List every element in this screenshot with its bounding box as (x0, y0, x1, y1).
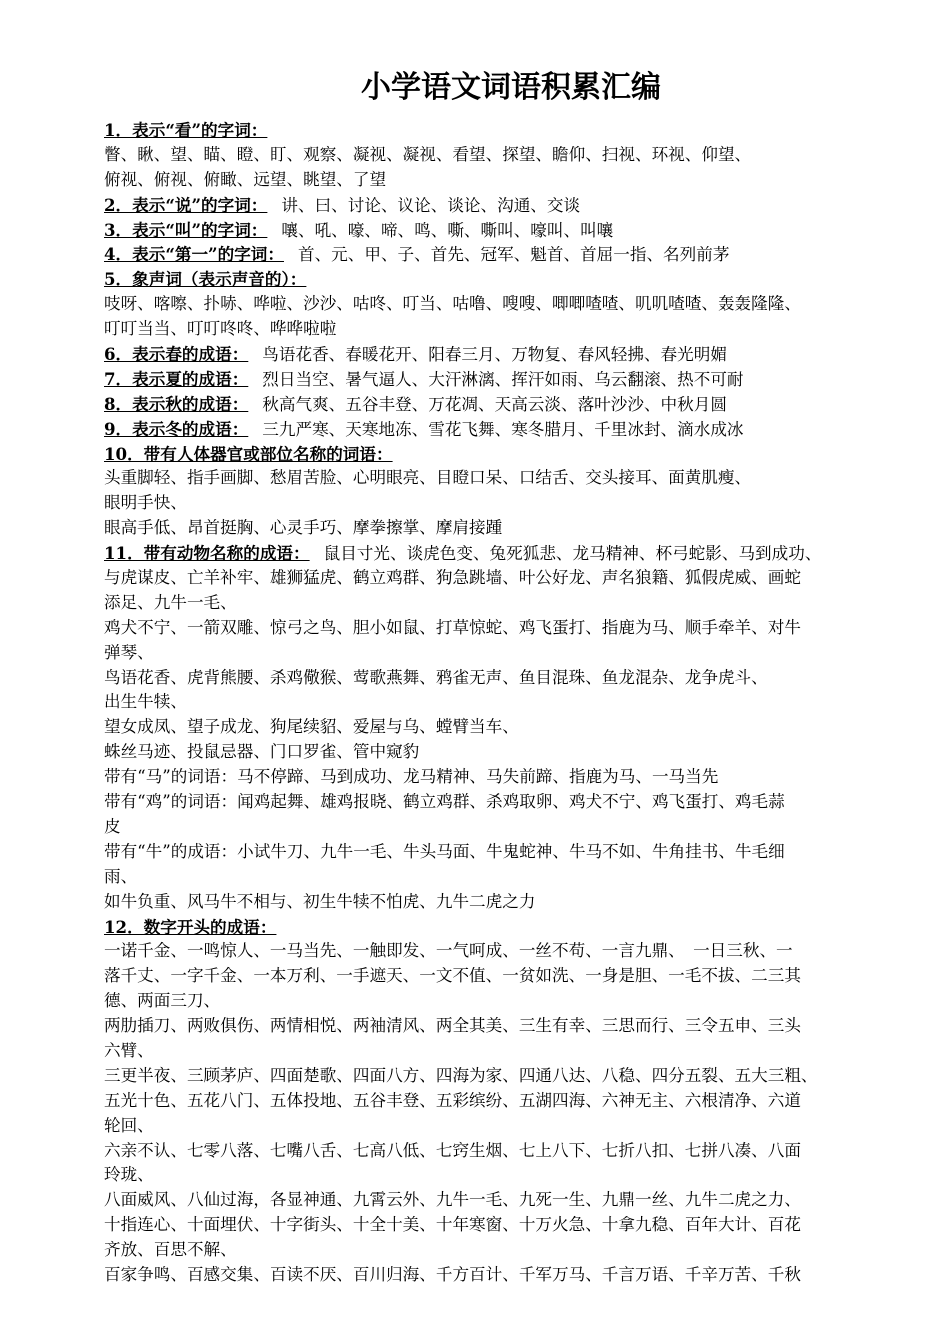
text-line (104, 815, 922, 840)
section-heading: 4．表示“第一”的字词： (104, 244, 284, 265)
line-text: 鸡犬不宁、一箭双雕、惊弓之鸟、胆小如鼠、打草惊蛇、鸡飞蛋打、指鹿为马、顺手牵羊、对牛 (104, 617, 801, 637)
text-line (104, 541, 922, 566)
line-text: 眼高手低、昂首挺胸、心灵手巧、摩拳擦掌、摩肩接踵 (104, 518, 503, 538)
line-text: 两肋插刀、两败俱伤、两情相悦、两袖清风、两全其美、三生有幸、三思而行、三令五申、三头 (104, 1016, 801, 1036)
text-line (104, 193, 922, 218)
line-text: 与虎谋皮、亡羊补牢、雄狮猛虎、鹤立鸡群、狗急跳墙、叶公好龙、声名狼籍、狐假虎威、画蛇 (104, 568, 801, 588)
text-line (104, 915, 922, 940)
line-text: 五光十色、五花八门、五体投地、五谷丰登、五彩缤纷、五湖四海、六神无主、六根清净、六道 (104, 1090, 801, 1110)
line-text: 蛛丝马迹、投鼠忌器、门口罗雀、管中窥豹 (104, 742, 420, 762)
text-line (104, 1263, 922, 1288)
text-line (104, 1114, 922, 1139)
line-text: 鸟语花香、春暖花开、阳春三月、万物复、春风轻拂、春光明媚 (262, 345, 727, 365)
section-heading: 10．带有人体器官或部位名称的词语： (104, 443, 393, 464)
line-text: 秋高气爽、五谷丰登、万花凋、天高云淡、落叶沙沙、中秋月圆 (262, 394, 727, 414)
document-title: 小学语文词语积累汇编 (361, 70, 661, 105)
line-text: 八面威风、八仙过海，各显神通、九霄云外、九牛一毛、九死一生、九鼎一丝、九牛二虎之力、 (104, 1190, 801, 1210)
line-text: 玲珑、 (104, 1165, 154, 1185)
line-text: 十指连心、十面埋伏、十字街头、十全十美、十年寒窗、十万火急、十拿九稳、百年大计、百花 (104, 1215, 801, 1235)
line-text: 三九严寒、天寒地冻、雪花飞舞、寒冬腊月、千里冰封、滴水成冰 (262, 419, 744, 439)
section-heading: 5．象声词（表示声音的）： (104, 269, 307, 290)
text-line (104, 367, 922, 392)
line-text: 弹琴、 (104, 642, 154, 662)
line-text: 德、两面三刀、 (104, 991, 221, 1011)
section-heading: 2．表示“说”的字词： (104, 194, 268, 215)
text-line (104, 840, 922, 865)
text-line (104, 267, 922, 292)
line-text: 吱呀、喀嚓、扑哧、哗啦、沙沙、咕咚、叮当、咕噜、嗖嗖、唧唧喳喳、叽叽喳喳、轰轰隆隆、 (104, 294, 801, 314)
text-line (104, 342, 922, 367)
text-line (104, 890, 922, 915)
text-line (104, 442, 922, 467)
line-text: 俯视、俯视、俯瞰、远望、眺望、了望 (104, 169, 387, 189)
text-line (104, 292, 922, 317)
text-line (104, 417, 922, 442)
line-text: 带有“马”的词语：马不停蹄、马到成功、龙马精神、马失前蹄、指鹿为马、一马当先 (104, 767, 719, 787)
text-line (104, 566, 922, 591)
document-body (104, 118, 922, 1288)
section-heading: 7．表示夏的成语： (104, 368, 249, 389)
line-text: 带有“鸡”的词语：闻鸡起舞、雄鸡报晓、鹤立鸡群、杀鸡取卵、鸡犬不宁、鸡飞蛋打、鸡毛蒜 (104, 792, 785, 812)
text-line (104, 964, 922, 989)
line-text: 讲、曰、讨论、议论、谈论、沟通、交谈 (281, 195, 581, 215)
text-line (104, 143, 922, 168)
text-line (104, 591, 922, 616)
line-text: 头重脚轻、指手画脚、愁眉苦脸、心明眼亮、目瞪口呆、口结舌、交头接耳、面黄肌瘦、 (104, 468, 752, 488)
section-heading: 6．表示春的成语： (104, 344, 249, 365)
text-line (104, 1213, 922, 1238)
line-text: 出生牛犊、 (104, 692, 187, 712)
text-line (104, 317, 922, 342)
line-text: 嚷、吼、嚎、啼、鸣、嘶、嘶叫、嚎叫、叫嚷 (281, 220, 614, 240)
text-line (104, 466, 922, 491)
section-heading: 3．表示“叫”的字词： (104, 219, 268, 240)
text-line (104, 1089, 922, 1114)
text-line (104, 1039, 922, 1064)
line-text: 添足、九牛一毛、 (104, 592, 237, 612)
text-line (104, 666, 922, 691)
line-text: 如牛负重、风马牛不相与、初生牛犊不怕虎、九牛二虎之力 (104, 891, 536, 911)
text-line (104, 1238, 922, 1263)
line-text: 一诺千金、一鸣惊人、一马当先、一触即发、一气呵成、一丝不苟、一言九鼎、 一日三秋、一 (104, 941, 793, 961)
section-heading: 11．带有动物名称的成语： (104, 543, 310, 564)
line-text: 皮 (104, 816, 121, 836)
line-text: 眼明手快、 (104, 493, 187, 513)
text-line (104, 989, 922, 1014)
text-line (104, 690, 922, 715)
text-line (104, 641, 922, 666)
line-text: 烈日当空、暑气逼人、大汗淋漓、挥汗如雨、乌云翻滚、热不可耐 (262, 369, 744, 389)
text-line (104, 616, 922, 641)
line-text: 三更半夜、三顾茅庐、四面楚歌、四面八方、四海为家、四通八达、八稳、四分五裂、五大三粗、 (104, 1065, 818, 1085)
line-text: 带有“牛”的成语：小试牛刀、九牛一毛、牛头马面、牛鬼蛇神、牛马不如、牛角挂书、牛毛细 (104, 841, 785, 861)
text-line (104, 516, 922, 541)
text-line (104, 491, 922, 516)
line-text: 叮叮当当、叮叮咚咚、哗哗啦啦 (104, 319, 337, 339)
text-line (104, 765, 922, 790)
section-heading: 12．数字开头的成语： (104, 916, 277, 937)
text-line (104, 1188, 922, 1213)
text-line (104, 1064, 922, 1089)
line-text: 首、元、甲、子、首先、冠军、魁首、首屈一指、名列前茅 (297, 245, 730, 265)
line-text: 六亲不认、七零八落、七嘴八舌、七高八低、七窍生烟、七上八下、七折八扣、七拼八凑、八面 (104, 1140, 801, 1160)
line-text: 鸟语花香、虎背熊腰、杀鸡儆猴、莺歌燕舞、鸦雀无声、鱼目混珠、鱼龙混杂、龙争虎斗、 (104, 667, 768, 687)
text-line (104, 242, 922, 267)
text-line (104, 1139, 922, 1164)
line-text: 鼠目寸光、谈虎色变、兔死狐悲、龙马精神、杯弓蛇影、马到成功、 (323, 544, 822, 564)
text-line (104, 118, 922, 143)
text-line (104, 865, 922, 890)
text-line (104, 715, 922, 740)
text-line (104, 1163, 922, 1188)
line-text: 百家争鸣、百感交集、百读不厌、百川归海、千方百计、千军万马、千言万语、千辛万苦、千秋 (104, 1264, 801, 1284)
line-text: 瞥、瞅、望、瞄、瞪、盯、观察、凝视、凝视、看望、探望、瞻仰、扫视、环视、仰望、 (104, 144, 752, 164)
text-line (104, 939, 922, 964)
section-heading: 9．表示冬的成语： (104, 418, 249, 439)
line-text: 落千丈、一字千金、一本万利、一手遮天、一文不值、一贫如洗、一身是胆、一毛不拔、二三其 (104, 966, 801, 986)
text-line (104, 1014, 922, 1039)
text-line (104, 790, 922, 815)
text-line (104, 392, 922, 417)
line-text: 六臂、 (104, 1040, 154, 1060)
text-line (104, 168, 922, 193)
text-line (104, 218, 922, 243)
text-line (104, 740, 922, 765)
line-text: 齐放、百思不解、 (104, 1240, 237, 1260)
line-text: 雨、 (104, 866, 138, 886)
section-heading: 1．表示“看”的字词： (104, 120, 268, 140)
line-text: 望女成凤、望子成龙、狗尾续貂、爱屋与乌、螳臂当车、 (104, 717, 519, 737)
section-heading: 8．表示秋的成语： (104, 393, 249, 414)
line-text: 轮回、 (104, 1115, 154, 1135)
